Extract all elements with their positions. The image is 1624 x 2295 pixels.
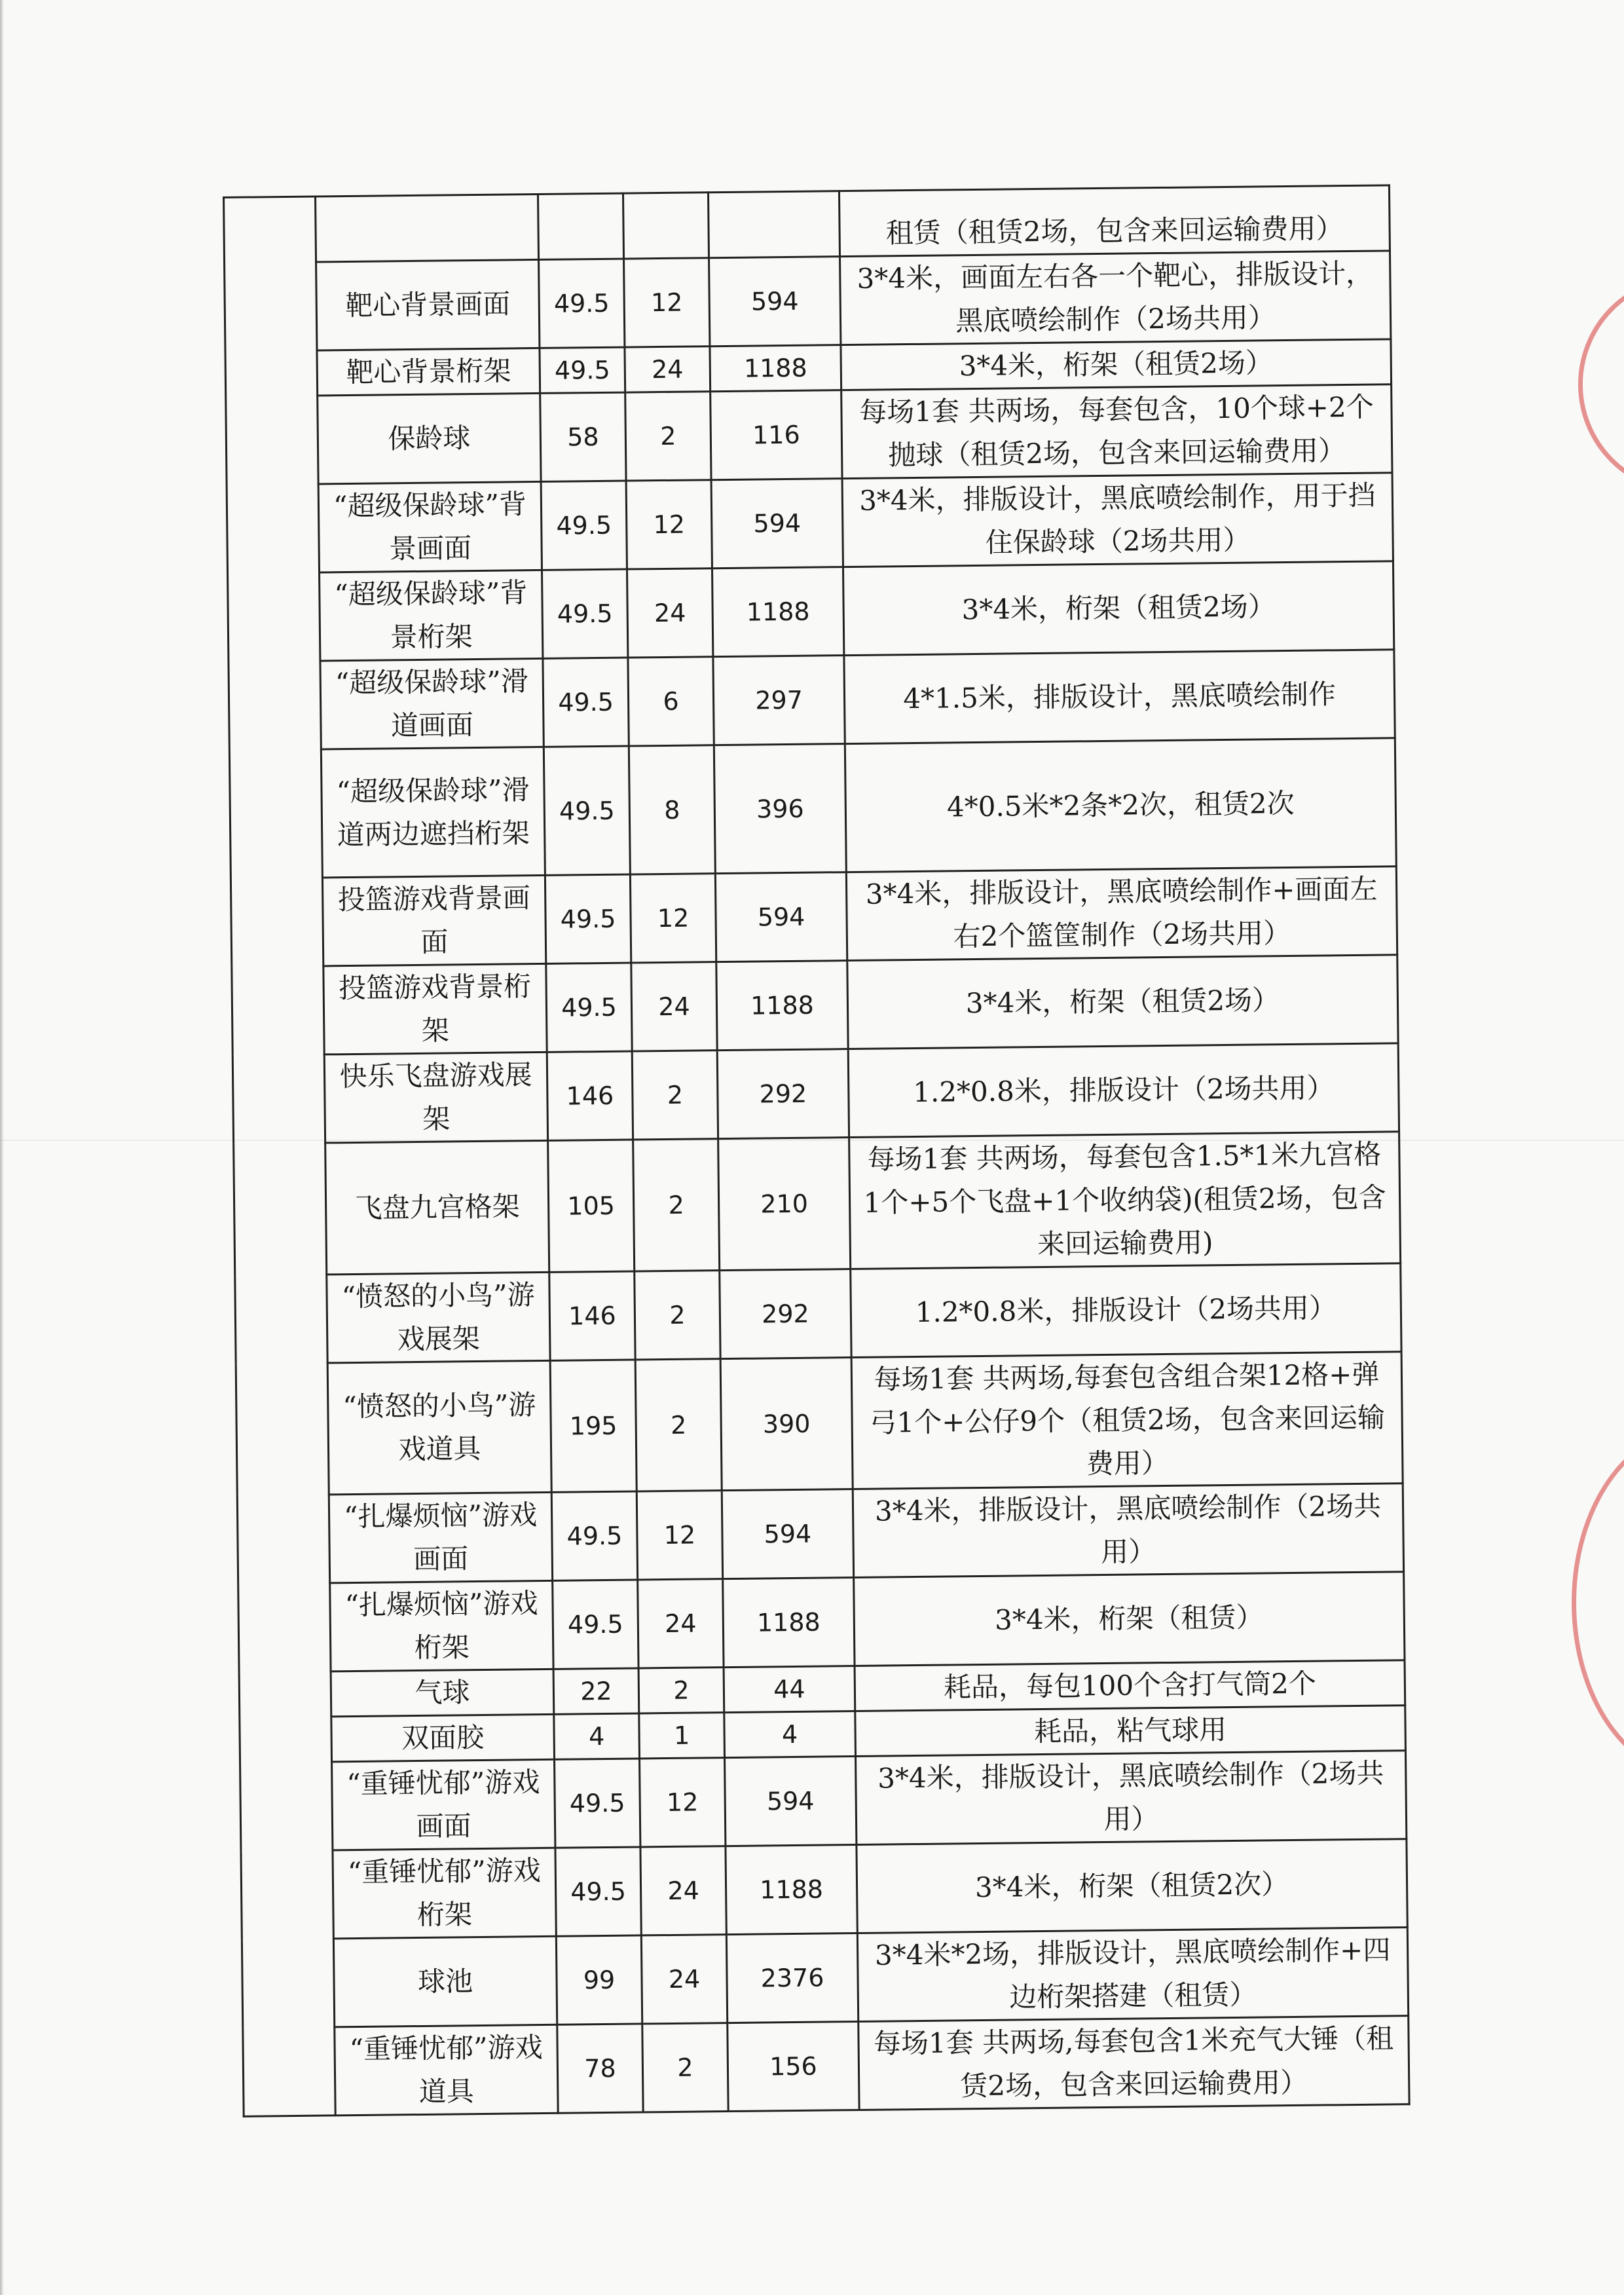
subtotal-cell: 594 [725, 1757, 857, 1846]
quotation-table [223, 184, 1411, 2118]
table-row [236, 1352, 1403, 1496]
description-cell: 3*4米*2场，排版设计，黑底喷绘制作+四边桁架搭建（租赁） [857, 1928, 1408, 2022]
description-cell: 1.2*0.8米，排版设计（2场共用） [848, 1043, 1399, 1138]
description-cell: 3*4米，画面左右各一个靶心，排版设计，黑底喷绘制作（2场共用） [840, 251, 1391, 345]
subtotal-cell: 390 [720, 1358, 853, 1491]
red-seal-stamp [1572, 1428, 1624, 1778]
item-name-cell: “扎爆烦恼”游戏桁架 [330, 1580, 553, 1671]
quantity-cell: 12 [630, 874, 716, 963]
description-cell: 3*4米，排版设计，黑底喷绘制作（2场共用） [855, 1751, 1406, 1845]
table-row [238, 1572, 1405, 1673]
subtotal-cell: 1188 [716, 961, 848, 1051]
subtotal-cell: 4 [724, 1711, 856, 1758]
table-row [227, 473, 1393, 574]
quantity-cell: 24 [638, 1579, 724, 1668]
description-cell: 4*1.5米，排版设计，黑底喷绘制作 [844, 650, 1395, 744]
table-row [232, 1043, 1399, 1144]
table-row [226, 384, 1392, 485]
quantity-cell: 2 [642, 2023, 728, 2112]
table-row [240, 1751, 1407, 1852]
subtotal-cell [708, 191, 840, 258]
table-row [242, 1928, 1408, 2028]
description-cell: 3*4米，排版设计，黑底喷绘制作（2场共用） [853, 1483, 1403, 1578]
quantity-cell: 2 [638, 1668, 724, 1713]
quantity-cell: 24 [627, 569, 712, 658]
item-name-cell: 球池 [333, 1936, 557, 2027]
unit-price-cell: 195 [550, 1360, 637, 1492]
subtotal-cell: 2376 [726, 1933, 858, 2023]
table-row [237, 1483, 1403, 1584]
subtotal-cell: 594 [709, 257, 841, 346]
item-name-cell: 快乐飞盘游戏展架 [324, 1052, 547, 1143]
quantity-cell: 12 [626, 480, 712, 569]
unit-price-cell: 146 [549, 1271, 635, 1360]
unit-price-cell: 49.5 [551, 1491, 637, 1580]
unit-price-cell: 49.5 [553, 1580, 638, 1669]
unit-price-cell: 58 [540, 392, 626, 481]
unit-price-cell: 146 [547, 1051, 633, 1140]
unit-price-cell: 49.5 [540, 347, 625, 393]
quantity-cell: 12 [640, 1758, 726, 1847]
unit-price-cell: 105 [548, 1140, 635, 1272]
item-name-cell: “愤怒的小鸟”游戏道具 [327, 1360, 551, 1495]
item-name-cell: 气球 [331, 1669, 554, 1717]
unit-price-cell: 49.5 [543, 658, 629, 747]
item-name-cell: “超级保龄球”背景画面 [318, 481, 542, 572]
item-name-cell: “重锤忧郁”游戏画面 [332, 1759, 555, 1850]
item-name-cell: “重锤忧郁”游戏道具 [335, 2024, 558, 2116]
item-name-cell: “超级保龄球”滑道两边遮挡桁架 [321, 747, 545, 878]
subtotal-cell: 1188 [726, 1845, 857, 1935]
table-row [225, 251, 1391, 352]
table-row [224, 185, 1390, 263]
quantity-cell: 24 [640, 1846, 726, 1935]
unit-price-cell: 49.5 [544, 746, 630, 875]
description-cell: 3*4米，桁架（租赁） [854, 1572, 1405, 1666]
quantity-cell: 8 [629, 745, 715, 874]
table-row [229, 738, 1396, 879]
item-name-cell: 保龄球 [318, 393, 541, 484]
item-name-cell: 靶心背景画面 [316, 259, 540, 350]
description-cell: 3*4米，排版设计，黑底喷绘制作+画面左右2个篮筐制作（2场共用） [846, 867, 1397, 961]
item-name-cell: 飞盘九宫格架 [325, 1140, 549, 1275]
unit-price-cell: 78 [557, 2024, 643, 2113]
quantity-cell: 2 [635, 1359, 722, 1491]
subtotal-cell: 44 [724, 1666, 855, 1713]
subtotal-cell: 156 [728, 2021, 859, 2111]
quantity-cell: 2 [625, 392, 711, 481]
quantity-cell: 12 [624, 258, 710, 347]
item-name-cell: “重锤忧郁”游戏桁架 [333, 1848, 556, 1939]
quantity-cell [623, 193, 709, 259]
unit-price-cell: 49.5 [541, 481, 627, 570]
unit-price-cell: 49.5 [542, 569, 628, 658]
description-cell: 3*4米，排版设计，黑底喷绘制作，用于挡住保龄球（2场共用） [842, 473, 1393, 567]
unit-price-cell: 99 [556, 1935, 642, 2024]
table-row [234, 1132, 1401, 1276]
item-name-cell: “扎爆烦恼”游戏画面 [329, 1492, 552, 1583]
description-cell: 耗品，粘气球用 [855, 1706, 1406, 1757]
description-cell: 4*0.5米*2条*2次，租赁2次 [845, 738, 1396, 872]
item-name-cell: “愤怒的小鸟”游戏展架 [327, 1272, 550, 1363]
description-cell: 耗品，每包100个含打气筒2个 [855, 1660, 1405, 1711]
subtotal-cell: 210 [718, 1138, 851, 1271]
item-name-cell: “超级保龄球”滑道画面 [320, 658, 544, 749]
subtotal-cell: 297 [713, 656, 845, 745]
item-name-cell: 靶心背景桁架 [317, 348, 540, 396]
item-name-cell: 投篮游戏背景桁架 [323, 963, 547, 1054]
subtotal-cell: 116 [710, 390, 842, 480]
subtotal-cell: 594 [722, 1489, 853, 1579]
unit-price-cell: 49.5 [555, 1759, 640, 1848]
item-name-cell: 投篮游戏背景画面 [322, 875, 545, 966]
table-row [235, 1263, 1401, 1364]
quantity-cell: 24 [631, 962, 717, 1051]
subtotal-cell: 396 [714, 744, 846, 874]
subtotal-cell: 1188 [710, 345, 841, 392]
subtotal-cell: 292 [720, 1269, 851, 1359]
unit-price-cell: 4 [554, 1713, 640, 1759]
subtotal-cell: 594 [711, 479, 843, 569]
item-name-cell [316, 194, 539, 262]
quantity-cell: 6 [628, 657, 714, 746]
table-row [241, 1839, 1407, 1940]
subtotal-cell: 1188 [723, 1578, 855, 1668]
subtotal-cell: 1188 [712, 567, 843, 657]
quantity-cell: 24 [625, 346, 710, 392]
description-cell: 3*4米，桁架（租赁2场） [843, 561, 1393, 656]
description-cell: 每场1套 共两场，每套包含，10个球+2个抛球（租赁2场，包含来回运输费用） [841, 384, 1392, 479]
quantity-cell: 2 [632, 1051, 718, 1140]
quantity-cell: 2 [635, 1271, 720, 1360]
unit-price-cell: 49.5 [546, 963, 632, 1052]
description-cell: 3*4米，桁架（租赁2场） [841, 339, 1392, 390]
table-row [243, 2016, 1409, 2117]
quantity-cell: 2 [633, 1139, 720, 1271]
quantity-cell: 1 [639, 1713, 725, 1759]
unit-price-cell: 49.5 [545, 874, 631, 963]
table-row [231, 867, 1397, 967]
subtotal-cell: 594 [715, 872, 847, 962]
description-cell: 每场1套 共两场，每套包含1.5*1米九宫格1个+5个飞盘+1个收纳袋)(租赁2场，包含来回运输费用) [849, 1132, 1401, 1269]
item-name-cell: 双面胶 [331, 1714, 555, 1762]
unit-price-cell: 49.5 [539, 259, 625, 348]
subtotal-cell: 292 [717, 1049, 849, 1139]
table-row [229, 650, 1395, 751]
table-row [232, 955, 1398, 1056]
scan-left-edge [0, 0, 4, 2295]
item-name-cell: “超级保龄球”背景桁架 [320, 570, 543, 661]
quantity-cell: 12 [637, 1491, 722, 1580]
table-body [224, 185, 1410, 2116]
description-cell: 每场1套 共两场,每套包含组合架12格+弹弓1个+公仔9个（租赁2场，包含来回运输费用） [851, 1352, 1403, 1489]
description-cell: 3*4米，桁架（租赁2次） [857, 1839, 1407, 1933]
unit-price-cell [538, 193, 623, 259]
red-seal-stamp [1578, 275, 1624, 494]
table-row [228, 561, 1394, 662]
unit-price-cell: 49.5 [555, 1847, 641, 1936]
description-cell: 1.2*0.8米，排版设计（2场共用） [851, 1263, 1401, 1358]
description-cell: 租赁（租赁2场，包含来回运输费用） [839, 185, 1390, 257]
description-cell: 每场1套 共两场,每套包含1米充气大锤（租赁2场，包含来回运输费用） [858, 2016, 1409, 2110]
description-cell: 3*4米，桁架（租赁2场） [847, 955, 1398, 1049]
unit-price-cell: 22 [553, 1668, 639, 1714]
quantity-cell: 24 [641, 1935, 727, 2024]
